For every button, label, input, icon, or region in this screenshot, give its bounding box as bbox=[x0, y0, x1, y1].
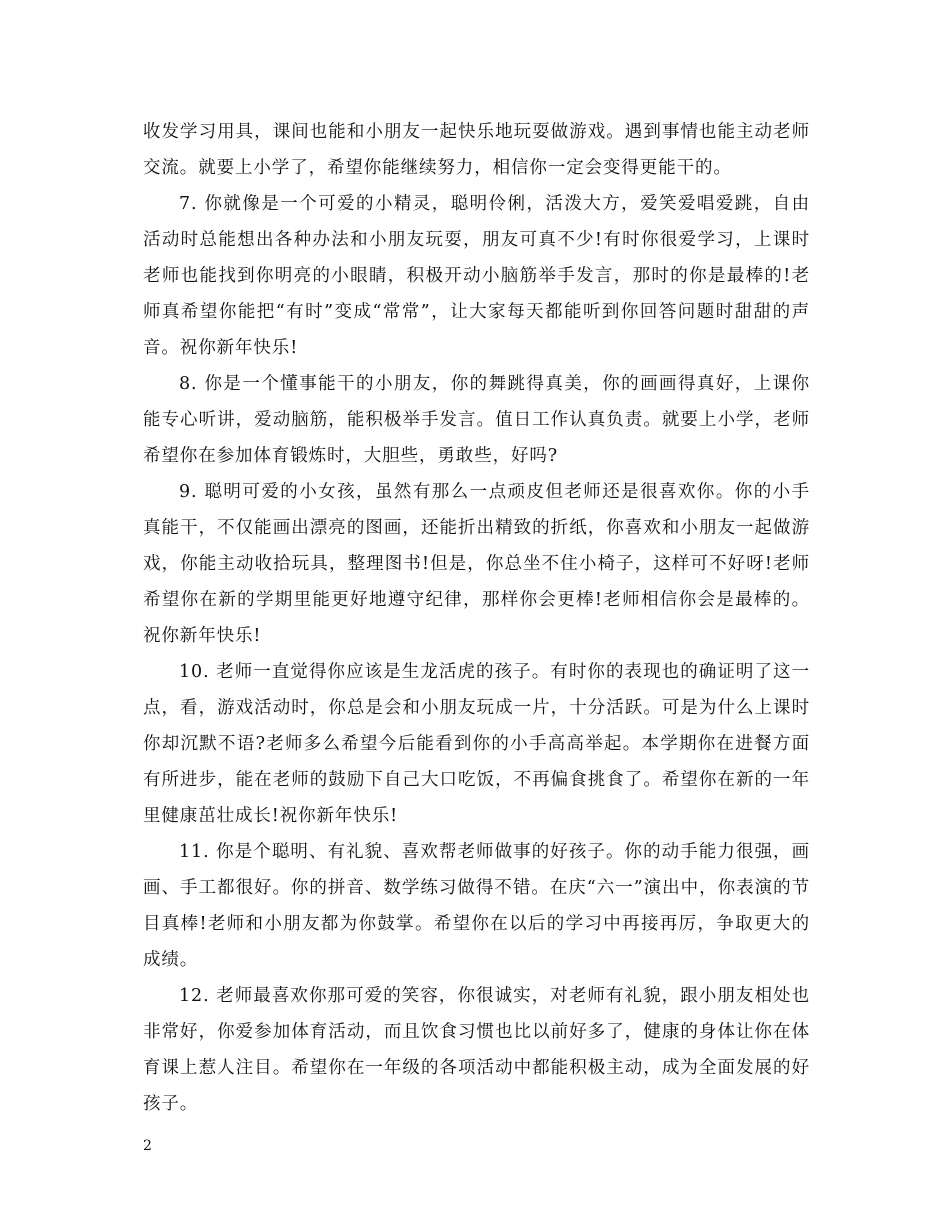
paragraph-item-12: 12. 老师最喜欢你那可爱的笑容，你很诚实，对老师有礼貌，跟小朋友相处也非常好，你爱参加体育活动，而且饮食习惯也比以前好多了，健康的身体让你在体育课上惹人注目。希望你在一年级的各项活动中都能积极主动，成为全面发展的好孩子。 bbox=[143, 986, 810, 1114]
paragraph-item-9: 9. 聪明可爱的小女孩，虽然有那么一点顽皮但老师还是很喜欢你。你的小手真能干，不仅能画出漂亮的图画，还能折出精致的折纸，你喜欢和小朋友一起做游戏，你能主动收拾玩具，整理图书!但是，你总坐不住小椅子，这样可不好呀!老师希望你在新的学期里能更好地遵守纪律，那样你会更棒!老师相信你会是最棒的。祝你新年快乐! bbox=[143, 482, 810, 646]
paragraph-item-10: 10. 老师一直觉得你应该是生龙活虎的孩子。有时你的表现也的确证明了这一点，看，游戏活动时，你总是会和小朋友玩成一片，十分活跃。可是为什么上课时你却沉默不语?老师多么希望今后能看到你的小手高高举起。本学期你在进餐方面有所进步，能在老师的鼓励下自己大口吃饭，不再偏食挑食了。希望你在新的一年里健康茁壮成长!祝你新年快乐! bbox=[143, 662, 810, 826]
paragraph-continued: 收发学习用具，课间也能和小朋友一起快乐地玩耍做游戏。遇到事情也能主动老师交流。就要上小学了，希望你能继续努力，相信你一定会变得更能干的。 bbox=[143, 122, 810, 178]
page-number: 2 bbox=[143, 1138, 152, 1154]
paragraph-item-7: 7. 你就像是一个可爱的小精灵，聪明伶俐，活泼大方，爱笑爱唱爱跳，自由活动时总能想出各种办法和小朋友玩耍，朋友可真不少!有时你很爱学习，上课时老师也能找到你明亮的小眼睛，积极开动小脑筋举手发言，那时的你是最棒的!老师真希望你能把“有时”变成“常常”，让大家每天都能听到你回答问题时甜甜的声音。祝你新年快乐! bbox=[143, 194, 810, 358]
document-body bbox=[143, 114, 810, 1122]
paragraph-item-8: 8. 你是一个懂事能干的小朋友，你的舞跳得真美，你的画画得真好，上课你能专心听讲，爱动脑筋，能积极举手发言。值日工作认真负责。就要上小学，老师希望你在参加体育锻炼时，大胆些，勇敢些，好吗? bbox=[143, 374, 810, 466]
paragraph-item-11: 11. 你是个聪明、有礼貌、喜欢帮老师做事的好孩子。你的动手能力很强，画画、手工都很好。你的拼音、数学练习做得不错。在庆“六一”演出中，你表演的节目真棒!老师和小朋友都为你鼓掌。希望你在以后的学习中再接再厉，争取更大的成绩。 bbox=[143, 842, 810, 970]
